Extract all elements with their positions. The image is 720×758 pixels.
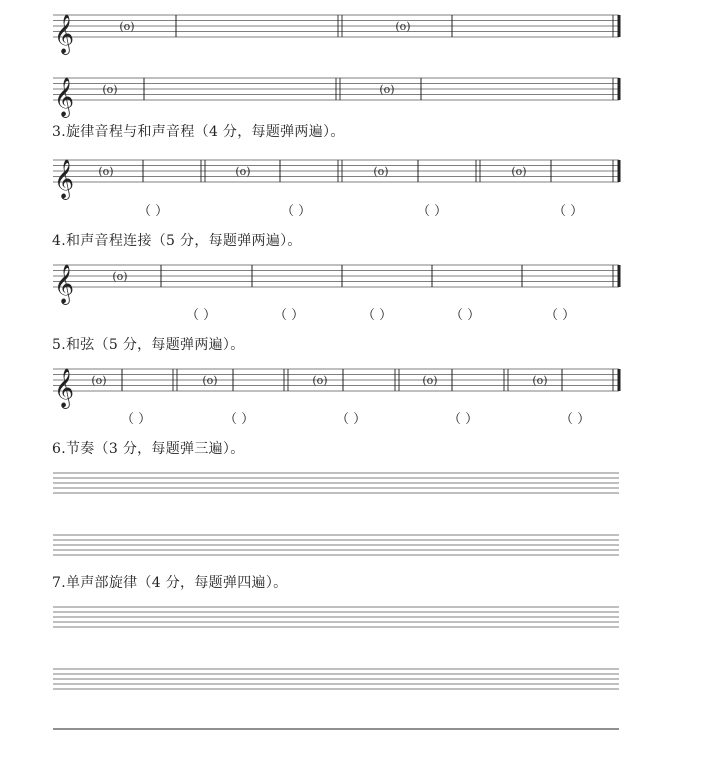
answer-blank[interactable]: （ ） [336,412,367,427]
whole-note-icon: (o) [112,270,128,283]
section-3-heading: 3.旋律音程与和声音程（4 分，每题弹两遍）。 [52,124,345,140]
answer-blank[interactable]: （ ） [560,412,591,427]
answer-blank[interactable]: （ ） [553,204,584,219]
treble-clef-icon: 𝄞 [54,77,75,117]
answer-blank[interactable]: （ ） [362,308,393,323]
answer-blank[interactable]: （ ） [224,412,255,427]
answer-blank[interactable]: （ ） [450,308,481,323]
answer-blank[interactable]: （ ） [545,308,576,323]
whole-note-icon: (o) [395,20,411,33]
whole-note-icon: (o) [379,83,395,96]
answer-blank[interactable]: （ ） [138,204,169,219]
whole-note-icon: (o) [422,374,438,387]
answer-blank[interactable]: （ ） [186,308,217,323]
section-6-heading: 6.节奏（3 分，每题弹三遍）。 [52,441,245,457]
treble-clef-icon: 𝄞 [54,14,75,54]
answer-blank[interactable]: （ ） [417,204,448,219]
answer-blank[interactable]: （ ） [121,412,152,427]
treble-clef-icon: 𝄞 [54,159,75,199]
section-4-heading: 4.和声音程连接（5 分，每题弹两遍）。 [52,233,302,249]
whole-note-icon: (o) [202,374,218,387]
whole-note-icon: (o) [312,374,328,387]
whole-note-icon: (o) [511,165,527,178]
whole-note-icon: (o) [373,165,389,178]
answer-blank[interactable]: （ ） [274,308,305,323]
treble-clef-icon: 𝄞 [54,264,75,304]
whole-note-icon: (o) [119,20,135,33]
whole-note-icon: (o) [102,83,118,96]
whole-note-icon: (o) [91,374,107,387]
section-5-heading: 5.和弦（5 分，每题弹两遍）。 [52,337,245,353]
section-7-heading: 7.单声部旋律（4 分，每题弹四遍）。 [52,575,288,591]
whole-note-icon: (o) [235,165,251,178]
treble-clef-icon: 𝄞 [54,368,75,408]
whole-note-icon: (o) [532,374,548,387]
whole-note-icon: (o) [98,165,114,178]
answer-blank[interactable]: （ ） [281,204,312,219]
answer-blank[interactable]: （ ） [448,412,479,427]
